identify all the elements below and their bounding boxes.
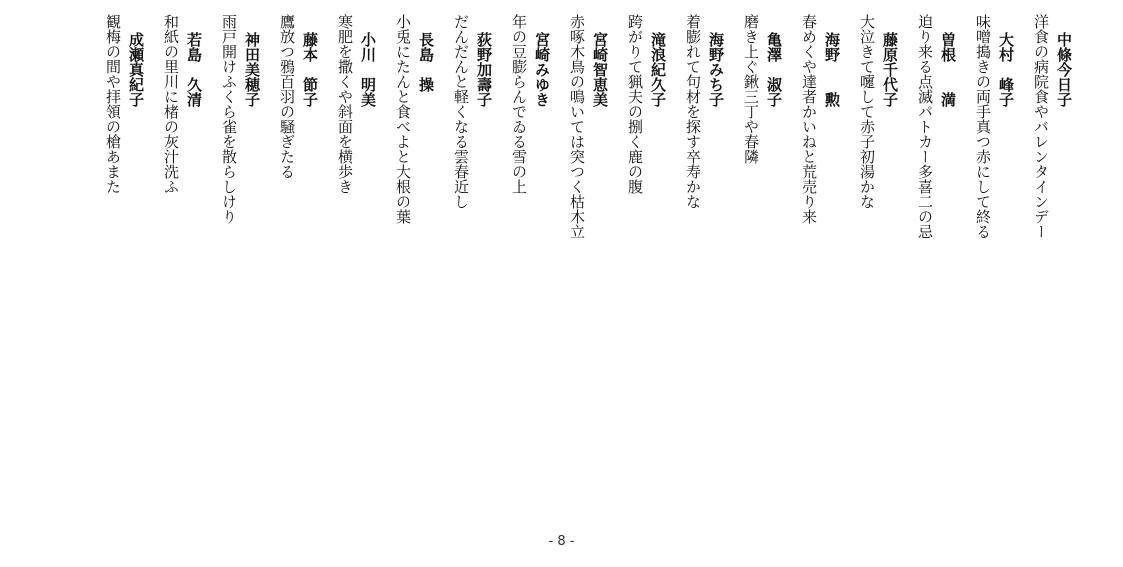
haiku-author: 藤本 節子: [301, 32, 319, 107]
haiku-author: 成瀬真紀子: [127, 32, 145, 107]
haiku-verse: 年の豆膨らんでゐる雪の上: [510, 14, 528, 194]
haiku-author: 若島 久清: [185, 32, 203, 107]
haiku-entry: [335, 12, 377, 194]
haiku-entry: [567, 12, 609, 239]
haiku-author: 中條今日子: [1055, 32, 1073, 107]
haiku-verse: 迫り来る点滅パトカー多喜二の忌: [916, 14, 934, 239]
page-number: - 8 -: [548, 534, 575, 549]
haiku-verse: 小兎にたんと食べよと大根の葉: [394, 14, 412, 224]
haiku-verse: 観梅の間や拝領の槍あまた: [104, 14, 122, 194]
haiku-entry: [741, 12, 783, 164]
haiku-entry: [393, 12, 435, 224]
haiku-verse: 跨がりて猟夫の捌く鹿の腹: [626, 14, 644, 194]
haiku-author: 宮崎みゆき: [533, 32, 551, 107]
haiku-author: 神田美穂子: [243, 32, 261, 107]
haiku-verse: だんだんと軽くなる雲春近し: [452, 14, 470, 209]
haiku-verse: 洋食の病院食やバレンタインデー: [1032, 14, 1050, 239]
haiku-entry: [973, 12, 1015, 239]
haiku-author: 小川 明美: [359, 32, 377, 107]
haiku-entry: [625, 12, 667, 194]
haiku-entry: [857, 12, 899, 209]
haiku-author: 大村 峰子: [997, 32, 1015, 107]
haiku-verse: 寒肥を撒くや斜面を横歩き: [336, 14, 354, 194]
haiku-author: 藤原千代子: [881, 32, 899, 107]
haiku-entry: [451, 12, 493, 209]
haiku-verse: 着膨れて句材を探す卒寿かな: [684, 14, 702, 209]
haiku-entry: [509, 12, 551, 194]
haiku-verse: 鷹放つ鴉百羽の騒ぎたる: [278, 14, 296, 179]
haiku-author: 海野みち子: [707, 32, 725, 107]
haiku-verse: 味噌搗きの両手真つ赤にして終る: [974, 14, 992, 239]
haiku-verse: 和紙の里川に楮の灰汁洗ふ: [162, 14, 180, 194]
haiku-verse: 磨き上ぐ鍬三丁や春隣: [742, 14, 760, 164]
haiku-author: 荻野加壽子: [475, 32, 493, 107]
haiku-author: 長島 操: [417, 32, 435, 92]
haiku-entry: [915, 12, 957, 239]
haiku-entry: [799, 12, 841, 224]
haiku-entry: [1031, 12, 1073, 239]
haiku-entry: [277, 12, 319, 179]
haiku-author: 宮崎智恵美: [591, 32, 609, 107]
haiku-author: 亀澤 淑子: [765, 32, 783, 107]
haiku-author: 海野 勲: [823, 32, 841, 107]
haiku-verse: 雨戸開けふくら雀を散らしけり: [220, 14, 238, 224]
haiku-author: 曽根 満: [939, 32, 957, 107]
haiku-entry: [161, 12, 203, 194]
haiku-entry: [103, 12, 145, 194]
haiku-verse: 春めくや達者かいねと荒売り来: [800, 14, 818, 224]
haiku-verse: 大泣きて嚔して赤子初湯かな: [858, 14, 876, 209]
haiku-entry: [219, 12, 261, 224]
haiku-list: [87, 12, 1073, 532]
haiku-verse: 赤啄木鳥の鳴いては突つく枯木立: [568, 14, 586, 239]
haiku-author: 滝浪紀久子: [649, 32, 667, 107]
haiku-entry: [683, 12, 725, 209]
